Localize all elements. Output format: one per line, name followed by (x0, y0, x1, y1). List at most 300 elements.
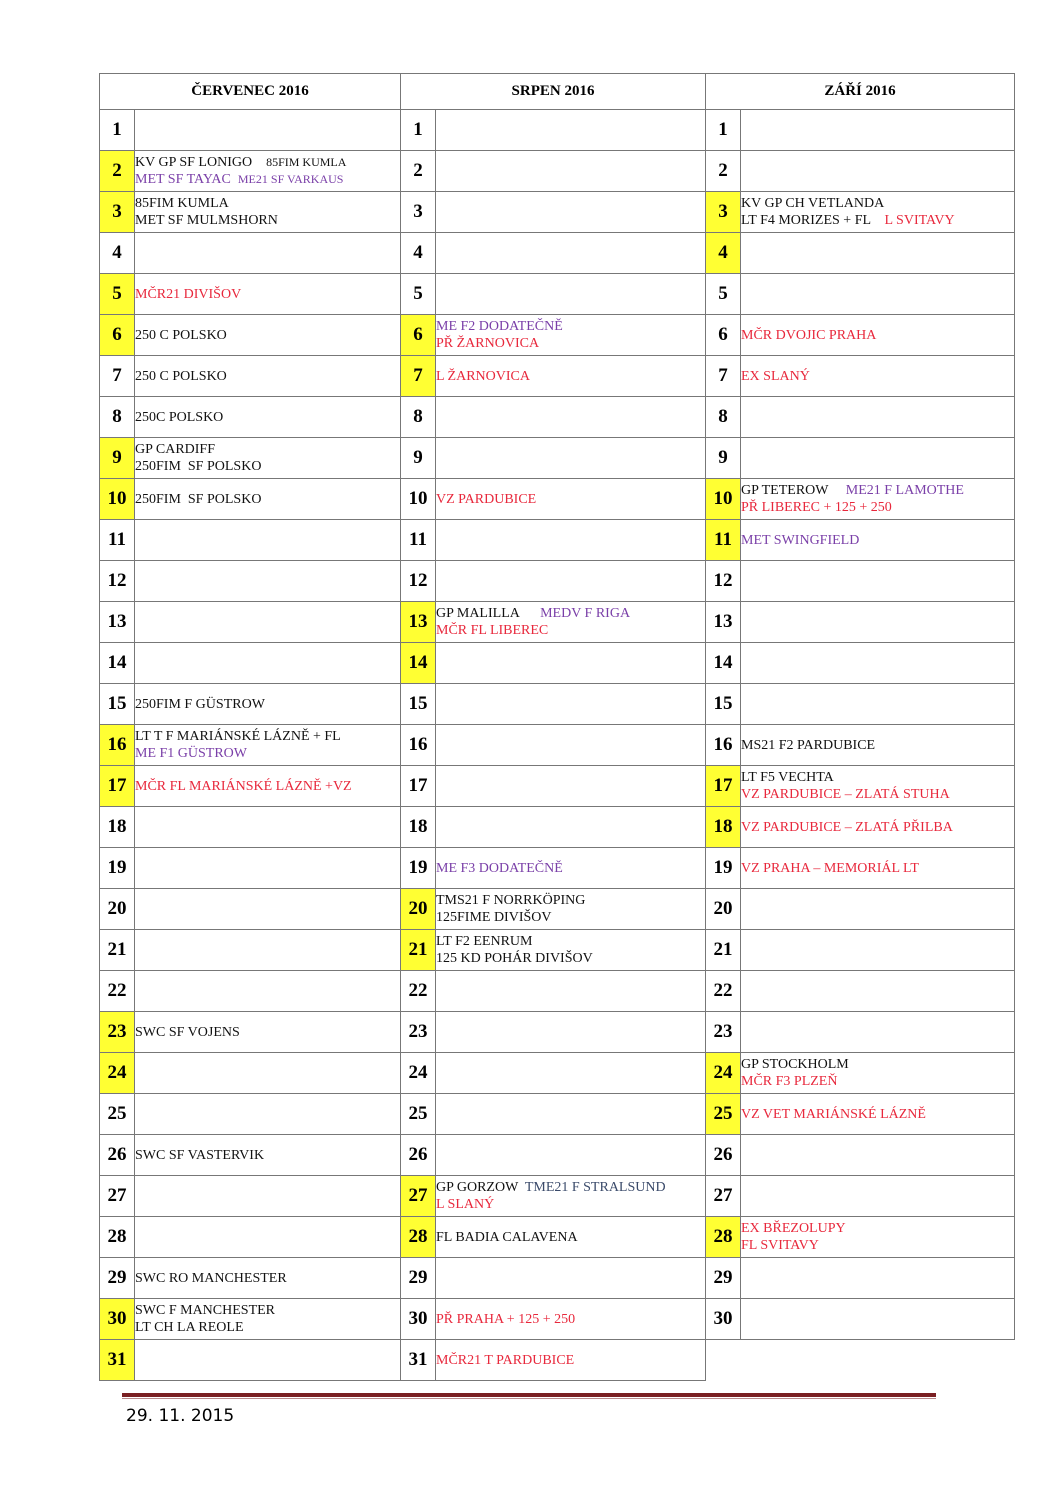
day-row (100, 1258, 1015, 1299)
event-line (741, 1220, 1014, 1237)
day-row (100, 807, 1015, 848)
event-cell (135, 274, 401, 315)
day-number: 12 (100, 561, 135, 602)
day-number: 28 (706, 1217, 741, 1258)
day-number: 20 (100, 889, 135, 930)
day-number: 10 (100, 479, 135, 520)
event-text: GP STOCKHOLM (741, 1057, 849, 1072)
event-line (135, 195, 400, 212)
event-cell (436, 192, 706, 233)
event-text: GP GORZOW (436, 1180, 525, 1195)
day-number: 14 (100, 643, 135, 684)
day-row (100, 684, 1015, 725)
day-row (100, 438, 1015, 479)
event-line (436, 1196, 705, 1213)
day-number: 25 (100, 1094, 135, 1135)
day-number: 29 (401, 1258, 436, 1299)
event-cell (135, 356, 401, 397)
event-cell (436, 930, 706, 971)
event-cell (135, 643, 401, 684)
event-cell (741, 520, 1015, 561)
event-cell (436, 274, 706, 315)
day-number: 5 (401, 274, 436, 315)
day-number: 26 (100, 1135, 135, 1176)
event-text: LT F2 EENRUM (436, 934, 533, 949)
event-cell (135, 971, 401, 1012)
event-cell (741, 602, 1015, 643)
day-row (100, 1094, 1015, 1135)
event-text: VZ VET MARIÁNSKÉ LÁZNĚ (741, 1106, 926, 1122)
event-cell (741, 151, 1015, 192)
event-line (436, 909, 705, 926)
event-cell (741, 643, 1015, 684)
event-cell (135, 684, 401, 725)
event-text: PŘ ŽARNOVICA (436, 336, 540, 351)
event-text: PŘ PRAHA + 125 + 250 (436, 1311, 576, 1327)
day-number: 16 (706, 725, 741, 766)
event-cell (135, 315, 401, 356)
event-cell (741, 725, 1015, 766)
day-row (100, 356, 1015, 397)
event-line (135, 491, 400, 508)
event-text: 250 C POLSKO (135, 368, 227, 384)
event-cell (135, 1012, 401, 1053)
event-text: 85FIM KUMLA (135, 196, 229, 211)
event-cell (436, 684, 706, 725)
event-cell (436, 479, 706, 520)
event-line (135, 1270, 400, 1287)
event-cell (436, 356, 706, 397)
day-row (100, 315, 1015, 356)
event-cell (135, 520, 401, 561)
event-cell (741, 479, 1015, 520)
event-cell (436, 1053, 706, 1094)
day-number: 15 (100, 684, 135, 725)
day-row (100, 1012, 1015, 1053)
day-row (100, 766, 1015, 807)
event-text: LT F5 VECHTA (741, 770, 834, 785)
day-row (100, 1340, 1015, 1381)
day-number: 29 (100, 1258, 135, 1299)
event-cell (436, 110, 706, 151)
event-cell (741, 1135, 1015, 1176)
event-text: VZ PARDUBICE – ZLATÁ PŘILBA (741, 819, 953, 835)
day-number: 2 (401, 151, 436, 192)
event-cell (436, 1012, 706, 1053)
event-cell (741, 233, 1015, 274)
event-line (135, 441, 400, 458)
event-line (741, 499, 1014, 516)
event-text: ME21 F LAMOTHE (845, 483, 964, 498)
event-cell (135, 1135, 401, 1176)
event-line (741, 1106, 1014, 1123)
event-text: SWC RO MANCHESTER (135, 1270, 287, 1286)
event-text: FL BADIA CALAVENA (436, 1229, 578, 1245)
event-text: 250FIM SF POLSKO (135, 459, 262, 474)
day-number: 5 (706, 274, 741, 315)
day-number: 26 (706, 1135, 741, 1176)
event-cell (135, 725, 401, 766)
event-text: KV GP SF LONIGO (135, 155, 267, 170)
event-line (741, 819, 1014, 836)
event-text: KV GP CH VETLANDA (741, 196, 885, 211)
event-line (741, 1073, 1014, 1090)
day-number: 23 (100, 1012, 135, 1053)
event-text: EX SLANÝ (741, 368, 810, 384)
event-cell (135, 1176, 401, 1217)
event-text: 125FIME DIVIŠOV (436, 910, 552, 925)
event-text: GP MALILLA (436, 606, 541, 621)
day-number: 12 (401, 561, 436, 602)
day-number: 18 (100, 807, 135, 848)
event-line (436, 1179, 705, 1196)
day-number: 13 (100, 602, 135, 643)
event-text: MET SF MULMSHORN (135, 213, 278, 228)
day-row (100, 848, 1015, 889)
event-cell (135, 1299, 401, 1340)
event-cell (135, 930, 401, 971)
event-text: MČR21 T PARDUBICE (436, 1352, 575, 1368)
event-text: LT T F MARIÁNSKÉ LÁZNĚ + FL (135, 729, 341, 744)
day-number: 1 (401, 110, 436, 151)
event-line (135, 458, 400, 475)
day-row (100, 479, 1015, 520)
day-number: 15 (706, 684, 741, 725)
event-cell (741, 889, 1015, 930)
day-number: 29 (706, 1258, 741, 1299)
event-text: SWC F MANCHESTER (135, 1303, 276, 1318)
event-line (741, 212, 1014, 229)
event-line (741, 786, 1014, 803)
event-cell (436, 438, 706, 479)
day-number: 14 (706, 643, 741, 684)
event-text: VZ PARDUBICE (436, 491, 537, 507)
event-text: L ŽARNOVICA (436, 368, 530, 384)
event-text: VZ PARDUBICE – ZLATÁ STUHA (741, 787, 950, 802)
event-cell (741, 110, 1015, 151)
day-number: 16 (401, 725, 436, 766)
event-cell (436, 1217, 706, 1258)
day-number: 23 (706, 1012, 741, 1053)
event-cell (436, 1258, 706, 1299)
event-cell (135, 561, 401, 602)
event-cell (741, 192, 1015, 233)
day-number: 17 (706, 766, 741, 807)
day-number: 19 (100, 848, 135, 889)
day-row (100, 971, 1015, 1012)
event-text: L SLANÝ (436, 1197, 495, 1212)
day-number: 27 (706, 1176, 741, 1217)
day-number: 1 (100, 110, 135, 151)
day-number: 9 (100, 438, 135, 479)
footer-rule-thin (122, 1398, 936, 1399)
day-row (100, 397, 1015, 438)
event-cell (135, 1053, 401, 1094)
event-cell (436, 151, 706, 192)
day-number: 22 (706, 971, 741, 1012)
day-number: 11 (706, 520, 741, 561)
event-cell (135, 233, 401, 274)
day-number: 31 (100, 1340, 135, 1381)
event-text: LT CH LA REOLE (135, 1320, 244, 1335)
event-cell (135, 110, 401, 151)
day-number: 24 (100, 1053, 135, 1094)
event-cell (436, 1135, 706, 1176)
day-number: 19 (401, 848, 436, 889)
calendar-body (100, 110, 1015, 1381)
day-row (100, 233, 1015, 274)
day-number: 30 (100, 1299, 135, 1340)
event-line (135, 212, 400, 229)
event-cell (436, 766, 706, 807)
event-cell (436, 1094, 706, 1135)
event-line (135, 286, 400, 303)
day-number: 21 (401, 930, 436, 971)
event-line (135, 745, 400, 762)
event-line (436, 491, 705, 508)
event-text: MS21 F2 PARDUBICE (741, 737, 876, 753)
event-text: ME F1 GÜSTROW (135, 746, 248, 761)
event-cell (741, 438, 1015, 479)
day-number: 21 (706, 930, 741, 971)
event-line (741, 1237, 1014, 1254)
day-row (100, 1053, 1015, 1094)
event-line (135, 409, 400, 426)
event-cell (135, 1258, 401, 1299)
event-cell (135, 151, 401, 192)
day-number: 31 (401, 1340, 436, 1381)
event-text: MET SF TAYAC (135, 172, 238, 187)
event-line (135, 171, 400, 188)
event-line (436, 368, 705, 385)
event-line (741, 195, 1014, 212)
event-cell (135, 1217, 401, 1258)
event-line (741, 327, 1014, 344)
event-line (741, 737, 1014, 754)
event-line (135, 1302, 400, 1319)
event-cell (436, 397, 706, 438)
month-title: ČERVENEC 2016 (100, 74, 401, 110)
day-row (100, 725, 1015, 766)
event-cell (436, 848, 706, 889)
calendar-table (99, 73, 1015, 1381)
event-cell (741, 684, 1015, 725)
event-text: MČR FL LIBEREC (436, 623, 549, 638)
day-number: 25 (706, 1094, 741, 1135)
day-number: 26 (401, 1135, 436, 1176)
event-cell (135, 479, 401, 520)
event-cell (135, 766, 401, 807)
event-text: EX BŘEZOLUPY (741, 1221, 846, 1236)
event-text: TME21 F STRALSUND (524, 1180, 666, 1195)
event-cell (135, 397, 401, 438)
event-text: SWC SF VASTERVIK (135, 1147, 265, 1163)
event-text: MČR21 DIVIŠOV (135, 286, 242, 302)
event-cell (135, 1094, 401, 1135)
event-text: 125 KD POHÁR DIVIŠOV (436, 951, 593, 966)
event-line (436, 950, 705, 967)
day-number: 7 (706, 356, 741, 397)
event-cell (741, 1217, 1015, 1258)
event-cell (741, 1299, 1015, 1340)
event-text: MČR DVOJIC PRAHA (741, 327, 877, 343)
day-number: 5 (100, 274, 135, 315)
day-number: 2 (100, 151, 135, 192)
day-number: 3 (401, 192, 436, 233)
event-text: MČR FL MARIÁNSKÉ LÁZNĚ +VZ (135, 778, 352, 794)
event-text: 250FIM F GÜSTROW (135, 696, 265, 712)
event-text: SWC SF VOJENS (135, 1024, 240, 1040)
event-line (741, 532, 1014, 549)
day-row (100, 1217, 1015, 1258)
event-text: LT F4 MORIZES + FL (741, 213, 885, 228)
day-number: 22 (100, 971, 135, 1012)
event-cell (436, 643, 706, 684)
event-text: TMS21 F NORRKÖPING (436, 893, 586, 908)
event-cell (741, 807, 1015, 848)
event-text: VZ PRAHA – MEMORIÁL LT (741, 860, 919, 876)
day-number: 8 (401, 397, 436, 438)
event-text: GP TETEROW (741, 483, 846, 498)
event-cell (436, 1340, 706, 1381)
event-line (741, 368, 1014, 385)
event-cell (741, 971, 1015, 1012)
event-cell (436, 233, 706, 274)
event-cell (436, 725, 706, 766)
event-cell (741, 930, 1015, 971)
day-row (100, 889, 1015, 930)
event-cell (741, 274, 1015, 315)
event-cell (135, 602, 401, 643)
day-row (100, 110, 1015, 151)
day-row (100, 520, 1015, 561)
empty-cell (706, 1340, 1015, 1381)
day-row (100, 274, 1015, 315)
event-cell (741, 356, 1015, 397)
day-row (100, 1135, 1015, 1176)
event-line (436, 860, 705, 877)
event-text: 250 C POLSKO (135, 327, 227, 343)
event-line (135, 1319, 400, 1336)
event-cell (436, 315, 706, 356)
event-line (135, 1147, 400, 1164)
day-number: 28 (401, 1217, 436, 1258)
day-number: 30 (401, 1299, 436, 1340)
day-number: 7 (100, 356, 135, 397)
event-text: FL SVITAVY (741, 1238, 819, 1253)
event-cell (741, 848, 1015, 889)
event-line (436, 605, 705, 622)
day-number: 8 (706, 397, 741, 438)
event-text: ME F2 DODATEČNĚ (436, 319, 563, 334)
event-cell (436, 520, 706, 561)
day-number: 24 (401, 1053, 436, 1094)
event-line (741, 769, 1014, 786)
event-cell (436, 1299, 706, 1340)
day-number: 9 (706, 438, 741, 479)
day-number: 4 (401, 233, 436, 274)
day-number: 9 (401, 438, 436, 479)
event-cell (135, 889, 401, 930)
day-number: 2 (706, 151, 741, 192)
event-cell (741, 397, 1015, 438)
day-number: 28 (100, 1217, 135, 1258)
event-text: MET SWINGFIELD (741, 532, 860, 548)
day-number: 6 (401, 315, 436, 356)
event-line (436, 1311, 705, 1328)
day-number: 22 (401, 971, 436, 1012)
day-number: 3 (706, 192, 741, 233)
event-line (436, 1229, 705, 1246)
day-number: 13 (401, 602, 436, 643)
day-number: 27 (401, 1176, 436, 1217)
day-row (100, 602, 1015, 643)
event-text: 250FIM SF POLSKO (135, 491, 262, 507)
day-number: 11 (401, 520, 436, 561)
event-text: ME F3 DODATEČNĚ (436, 860, 563, 876)
event-line (436, 933, 705, 950)
day-number: 1 (706, 110, 741, 151)
event-text: MČR F3 PLZEŇ (741, 1074, 838, 1089)
event-cell (135, 848, 401, 889)
day-number: 11 (100, 520, 135, 561)
event-cell (135, 192, 401, 233)
event-cell (135, 438, 401, 479)
event-line (436, 318, 705, 335)
day-number: 17 (401, 766, 436, 807)
event-cell (436, 889, 706, 930)
footer-date: 29. 11. 2015 (126, 1406, 235, 1426)
day-number: 20 (706, 889, 741, 930)
event-line (436, 622, 705, 639)
event-line (436, 335, 705, 352)
event-text: MEDV F RIGA (540, 606, 631, 621)
day-number: 14 (401, 643, 436, 684)
day-number: 15 (401, 684, 436, 725)
event-cell (741, 561, 1015, 602)
event-text: 250C POLSKO (135, 409, 224, 425)
day-number: 18 (401, 807, 436, 848)
event-line (135, 1024, 400, 1041)
day-number: 18 (706, 807, 741, 848)
day-row (100, 643, 1015, 684)
event-cell (436, 561, 706, 602)
day-number: 4 (706, 233, 741, 274)
day-number: 27 (100, 1176, 135, 1217)
event-line (436, 892, 705, 909)
event-text: 85FIM KUMLA (266, 155, 347, 169)
day-number: 10 (706, 479, 741, 520)
day-number: 21 (100, 930, 135, 971)
day-row (100, 192, 1015, 233)
event-cell (436, 602, 706, 643)
event-line (135, 778, 400, 795)
event-text: PŘ LIBEREC + 125 + 250 (741, 500, 892, 515)
event-cell (741, 1176, 1015, 1217)
day-number: 6 (100, 315, 135, 356)
month-title: SRPEN 2016 (401, 74, 706, 110)
event-line (135, 728, 400, 745)
event-cell (741, 315, 1015, 356)
event-cell (741, 1012, 1015, 1053)
day-number: 13 (706, 602, 741, 643)
day-row (100, 561, 1015, 602)
day-number: 6 (706, 315, 741, 356)
event-line (741, 482, 1014, 499)
footer-rule (122, 1393, 936, 1397)
day-number: 7 (401, 356, 436, 397)
event-cell (436, 1176, 706, 1217)
